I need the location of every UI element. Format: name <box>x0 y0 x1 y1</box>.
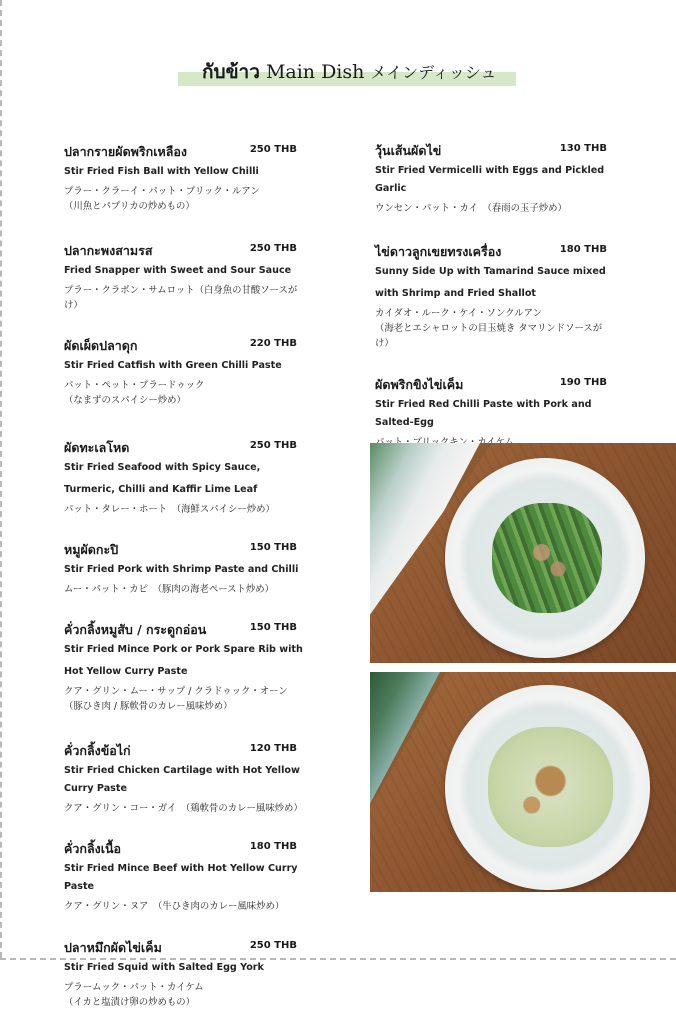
dish-name-japanese: クア・グリン・コー・ガイ （鶏軟骨のカレー風味炒め） <box>64 803 303 814</box>
dish-name-thai: วุ้นเส้นผัดไข่ <box>375 143 442 158</box>
dish-name-english: Turmeric, Chilli and Kaffir Lime Leaf <box>64 484 258 495</box>
dish-photo-green-beans <box>370 443 676 663</box>
food <box>492 503 602 613</box>
dish-name-japanese: クア・グリン・ムー・サップ / クラドゥック・オーン <box>64 686 288 697</box>
dish-name-english: Hot Yellow Curry Paste <box>64 666 188 677</box>
title-japanese: メインディッシュ <box>370 63 497 82</box>
dish-price: 250 THB <box>249 440 297 451</box>
dish-name-thai: คั่วกลิ้งข้อไก่ <box>64 743 131 758</box>
dish-name-japanese: プラー・クラーイ・パット・プリック・ルアン <box>64 186 260 197</box>
dish-name-japanese: （なまずのスパイシー炒め） <box>64 395 186 406</box>
menu-item <box>64 540 309 597</box>
dish-name-thai: คั่วกลิ้งหมูสับ / กระดูกอ่อน <box>64 622 207 637</box>
dish-price: 150 THB <box>249 622 297 633</box>
menu-item <box>64 938 309 1010</box>
menu-item-header <box>64 938 309 958</box>
dish-name-thai: ปลากรายผัดพริกเหลือง <box>64 144 187 159</box>
menu-item <box>64 336 309 408</box>
dish-name-thai: ปลากะพงสามรส <box>64 243 153 258</box>
dish-name-japanese: ムー・パット・カピ （豚肉の海老ペースト炒め） <box>64 584 274 595</box>
dish-name-english: Stir Fried Catfish with Green Chilli Paste <box>64 360 282 371</box>
dish-price: 180 THB <box>249 841 297 852</box>
dish-name-thai: ปลาหมึกผัดไข่เค็ม <box>64 940 162 955</box>
menu-item-header <box>375 375 607 395</box>
section-title <box>202 58 497 87</box>
menu-column-left <box>64 142 309 1010</box>
page-border-left <box>0 0 2 958</box>
dish-name-japanese: ウンセン・パット・カイ （春雨の玉子炒め） <box>375 203 567 214</box>
dish-name-english: Stir Fried Mince Pork or Pork Spare Rib with <box>64 644 303 655</box>
dish-price: 180 THB <box>559 244 607 255</box>
dish-price: 250 THB <box>249 144 297 155</box>
dish-name-japanese: （イカと塩漬け卵の炒めもの） <box>64 997 195 1008</box>
menu-item-header <box>64 336 309 356</box>
menu-item <box>64 142 309 214</box>
dish-name-japanese: クア・グリン・ヌア （牛ひき肉のカレー風味炒め） <box>64 901 285 912</box>
dish-name-japanese: パット・ペット・プラードゥック <box>64 380 205 391</box>
dish-price: 150 THB <box>249 542 297 553</box>
menu-item-header <box>375 141 607 161</box>
menu-item <box>64 839 309 914</box>
dish-name-japanese: カイダオ・ルーク・ケイ・ソンクルアン <box>375 308 542 319</box>
menu-item <box>64 241 309 313</box>
menu-item-header <box>64 142 309 162</box>
menu-item <box>64 741 309 816</box>
menu-item <box>375 242 607 351</box>
dish-price: 220 THB <box>249 338 297 349</box>
dish-name-thai: คั่วกลิ้งเนื้อ <box>64 841 122 856</box>
dish-price: 130 THB <box>559 143 607 154</box>
dish-name-english: Stir Fried Red Chilli Paste with Pork and Salted-Egg <box>375 399 592 428</box>
dish-name-english: Stir Fried Mince Beef with Hot Yellow Curry Paste <box>64 863 298 892</box>
menu-item <box>64 438 309 517</box>
dish-price: 250 THB <box>249 940 297 951</box>
dish-price: 250 THB <box>249 243 297 254</box>
dish-name-japanese: パット・タレー・ホート （海鮮スパイシー炒め） <box>64 504 275 515</box>
dish-price: 120 THB <box>249 743 297 754</box>
food <box>488 727 613 847</box>
dish-name-thai: ผัดเผ็ดปลาดุก <box>64 338 138 353</box>
title-thai: กับข้าว <box>202 61 260 83</box>
dish-name-japanese: （豚ひき肉 / 豚軟骨のカレー風味炒め） <box>64 701 233 712</box>
dish-photo-cabbage <box>370 672 676 892</box>
section-header <box>178 58 516 90</box>
dish-name-japanese: （川魚とパプリカの炒めもの） <box>64 201 195 212</box>
menu-item-header <box>64 438 309 458</box>
menu-column-right <box>375 141 607 465</box>
menu-item-header <box>64 839 309 859</box>
dish-name-thai: ผัดพริกขิงไข่เค็ม <box>375 377 464 392</box>
dish-name-japanese: （海老とエシャロットの目玉焼き タマリンドソースがけ） <box>375 323 603 349</box>
dish-name-japanese: プラー・クラポン・サムロット（白身魚の甘酸ソースがけ） <box>64 285 298 311</box>
dish-name-thai: หมูผัดกะปิ <box>64 542 119 557</box>
menu-item-header <box>64 741 309 761</box>
menu-item-header <box>64 241 309 261</box>
dish-name-thai: ผัดทะเลโหด <box>64 440 130 455</box>
dish-name-english: Stir Fried Fish Ball with Yellow Chilli <box>64 166 259 177</box>
title-english: Main Dish <box>265 61 365 83</box>
dish-name-english: Stir Fried Chicken Cartilage with Hot Yellow Curry Paste <box>64 765 300 794</box>
menu-item-header <box>375 242 607 262</box>
dish-name-english: Fried Snapper with Sweet and Sour Sauce <box>64 265 292 276</box>
dish-name-english: Stir Fried Squid with Salted Egg York <box>64 962 264 973</box>
dish-name-japanese: プラームック・パット・カイケム <box>64 982 204 993</box>
dish-name-english: with Shrimp and Fried Shallot <box>375 288 537 299</box>
dish-name-english: Sunny Side Up with Tamarind Sauce mixed <box>375 266 606 277</box>
dish-name-thai: ไข่ดาวลูกเขยทรงเครื่อง <box>375 244 502 259</box>
dish-name-english: Stir Fried Seafood with Spicy Sauce, <box>64 462 261 473</box>
dish-name-english: Stir Fried Vermicelli with Eggs and Pickled Garlic <box>375 165 605 194</box>
menu-item-header <box>64 540 309 560</box>
dish-name-english: Stir Fried Pork with Shrimp Paste and Chilli <box>64 564 299 575</box>
menu-item <box>64 620 309 714</box>
menu-item-header <box>64 620 309 640</box>
dish-price: 190 THB <box>559 377 607 388</box>
menu-item <box>375 141 607 216</box>
